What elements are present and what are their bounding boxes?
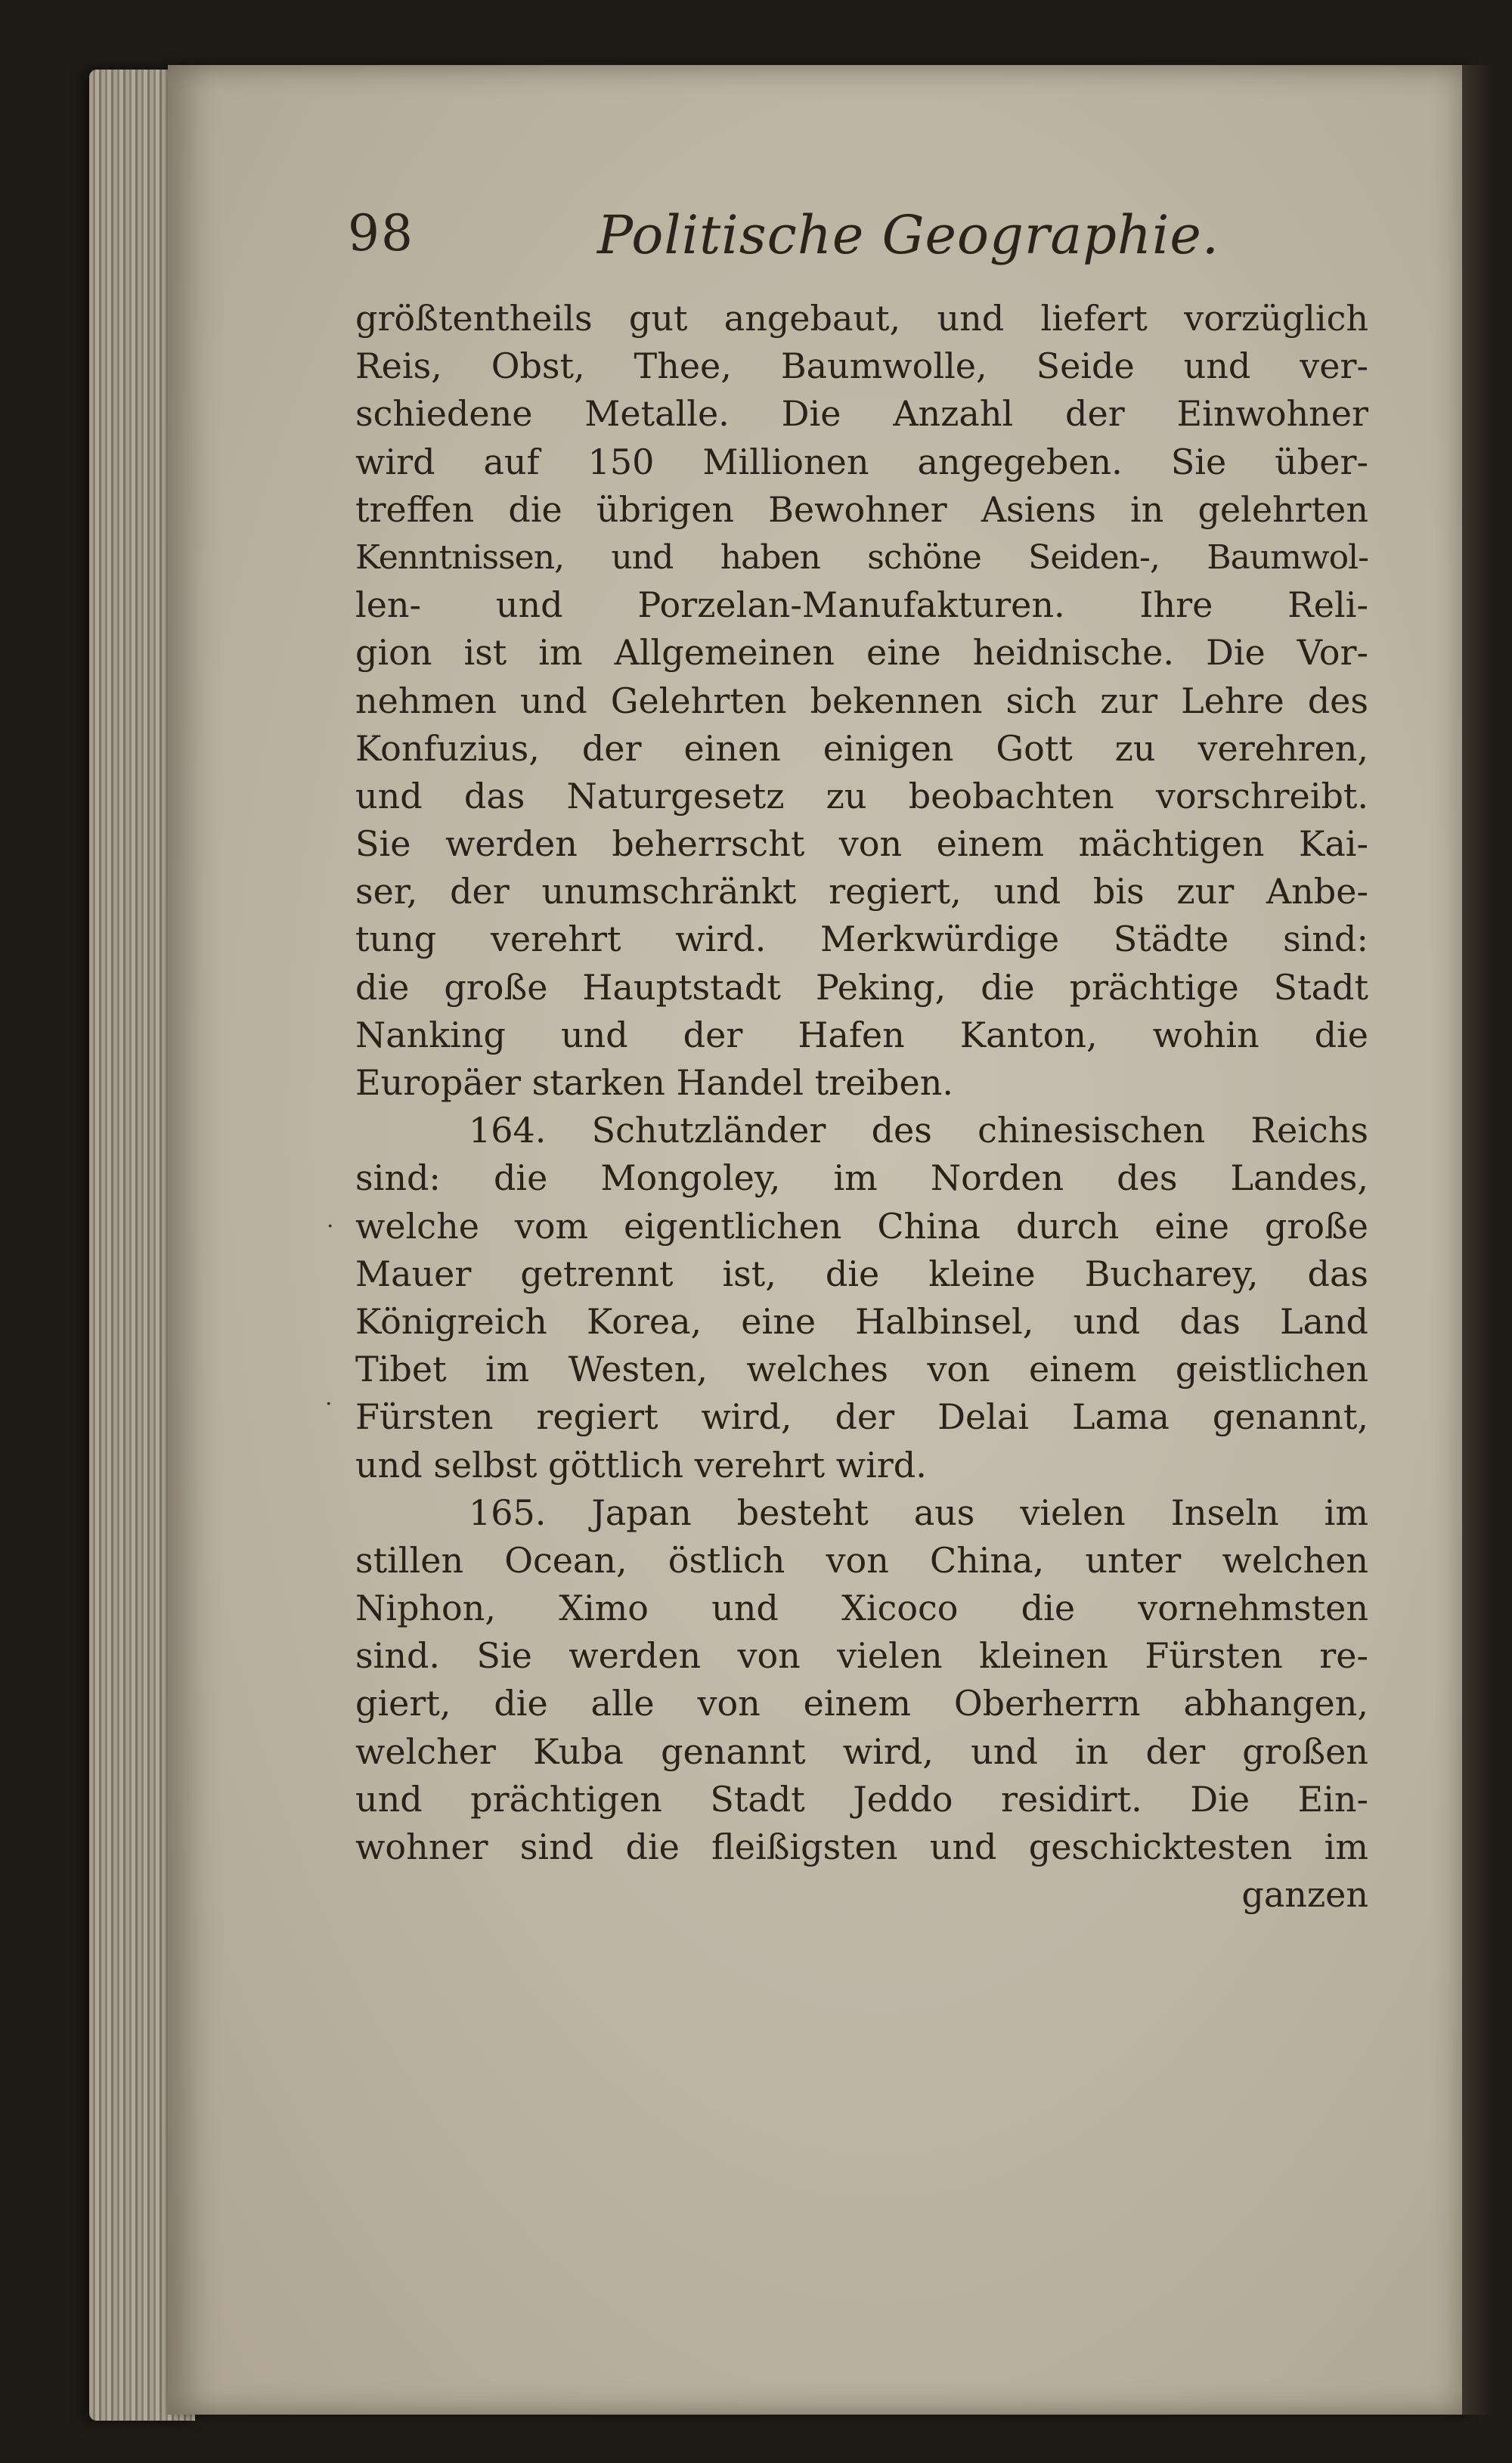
- text-line: treffen die übrigen Bewohner Asiens in gelehrten: [355, 488, 1368, 530]
- text-line: die große Hauptstadt Peking, die prächtige Stadt: [355, 966, 1368, 1008]
- text-line: Königreich Korea, eine Halbinsel, und das Land: [355, 1300, 1368, 1342]
- text-line: wohner sind die fleißigsten und geschicktesten im: [355, 1826, 1368, 1867]
- margin-dot: ·: [327, 1213, 334, 1240]
- text-line: Konfuzius, der einen einigen Gott zu verehren,: [355, 727, 1368, 769]
- text-line: und prächtigen Stadt Jeddo residirt. Die Ein-: [355, 1778, 1368, 1820]
- text-line: ser, der unumschränkt regiert, und bis zur Anbe-: [355, 871, 1368, 912]
- text-line: und selbst göttlich verehrt wird.: [355, 1444, 927, 1486]
- text-line: welche vom eigentlichen China durch eine große: [355, 1205, 1368, 1247]
- text-line: len- und Porzelan-Manufakturen. Ihre Reli-: [355, 584, 1368, 626]
- text-line: stillen Ocean, östlich von China, unter welchen: [355, 1539, 1368, 1581]
- text-line: sind: die Mongoley, im Norden des Landes,: [355, 1157, 1368, 1199]
- page-number: 98: [348, 204, 414, 262]
- section-165-start: 165. Japan besteht aus vielen Inseln im: [469, 1492, 1368, 1533]
- text-line: welcher Kuba genannt wird, und in der großen: [355, 1730, 1368, 1772]
- text-line: Sie werden beherrscht von einem mächtigen Kai-: [355, 823, 1368, 865]
- running-head: [348, 204, 1376, 272]
- catchword: ganzen: [1241, 1874, 1368, 1916]
- text-line: Tibet im Westen, welches von einem geistlichen: [355, 1349, 1368, 1390]
- text-line: giert, die alle von einem Oberherrn abhangen,: [355, 1683, 1368, 1724]
- text-line: sind. Sie werden von vielen kleinen Fürsten re-: [355, 1635, 1368, 1677]
- text-line: Europäer starken Handel treiben.: [355, 1062, 953, 1103]
- section-164-start: 164. Schutzländer des chinesischen Reichs: [469, 1110, 1368, 1151]
- text-line: größtentheils gut angebaut, und liefert vorzüglich: [355, 298, 1368, 339]
- text-line: und das Naturgesetz zu beobachten vorschreibt.: [355, 775, 1368, 816]
- text-line: wird auf 150 Millionen angegeben. Sie über-: [355, 441, 1368, 482]
- text-line: Nanking und der Hafen Kanton, wohin die: [355, 1014, 1368, 1055]
- text-line: Reis, Obst, Thee, Baumwolle, Seide und ver-: [355, 345, 1368, 387]
- text-line: Kenntnissen, und haben schöne Seiden-, Baumwol-: [355, 538, 1368, 577]
- text-line: Mauer getrennt ist, die kleine Bucharey, das: [355, 1253, 1368, 1294]
- body-text: [355, 295, 1368, 1919]
- page-gutter-shadow: [1462, 65, 1492, 2415]
- text-line: Fürsten regiert wird, der Delai Lama genannt,: [355, 1396, 1368, 1438]
- page-heading: Politische Geographie.: [597, 204, 1220, 266]
- text-line: nehmen und Gelehrten bekennen sich zur Lehre des: [355, 680, 1368, 721]
- text-line: schiedene Metalle. Die Anzahl der Einwohner: [355, 393, 1368, 435]
- margin-dot: ·: [325, 1391, 333, 1417]
- text-line: gion ist im Allgemeinen eine heidnische. Die Vor-: [355, 632, 1368, 674]
- text-line: Niphon, Ximo und Xicoco die vornehmsten: [355, 1588, 1368, 1629]
- text-line: tung verehrt wird. Merkwürdige Städte sind:: [355, 919, 1368, 960]
